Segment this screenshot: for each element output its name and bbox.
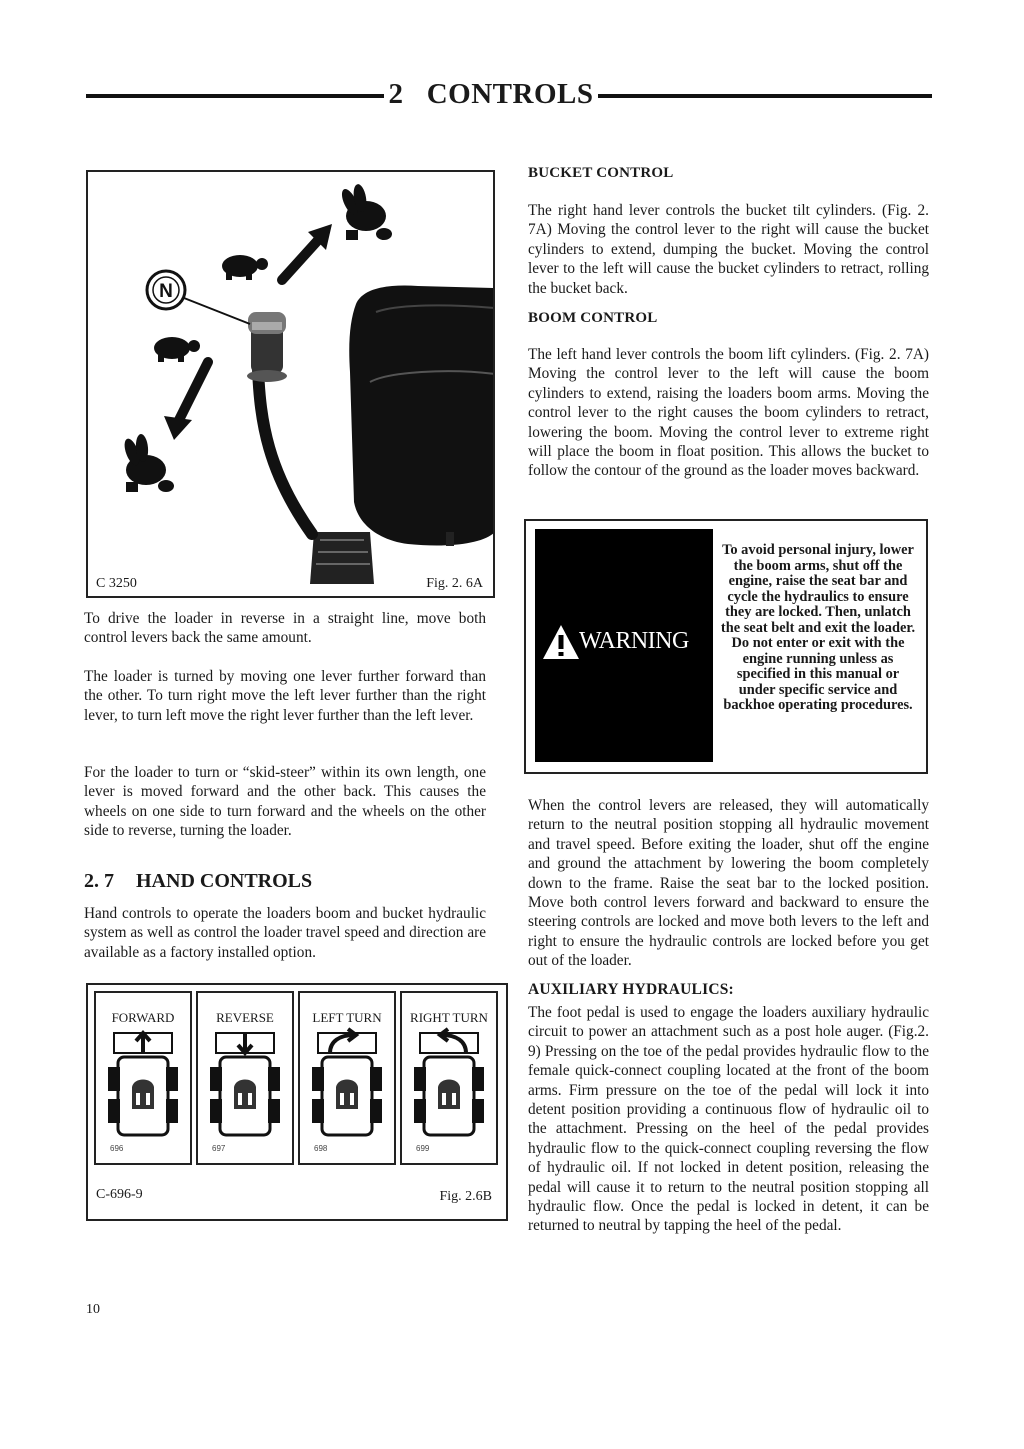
figure-b-label: Fig. 2.6B bbox=[439, 1189, 492, 1204]
bucket-control-paragraph: The right hand lever controls the bucket tilt cylinders. (Fig. 2. 7A) Moving the control lever to the right will cause the bucket cylinders to extend, dumping the bucket. Moving the control lever to the left will cause the bucket cylinders to retract, rolling the bucket back. bbox=[528, 202, 929, 297]
figure-a-label: Fig. 2. 6A bbox=[426, 576, 483, 591]
release-paragraph: When the control levers are released, they will automatically return to the neutral position stopping all hydraulic movement and travel speed. Before exiting the loader, shut off the engine and ground the attachment by lowering the boom completely down to the frame. Raise the seat bar to the locked position. Move both control levers forward and backward to ensure the steering controls are locked and move both levers to the left and right to ensure the hydraulic controls are locked before you get out of the loader. bbox=[528, 797, 929, 970]
section-title: HAND CONTROLS bbox=[136, 870, 313, 892]
loader-right-turn-icon bbox=[402, 1027, 496, 1159]
panel-reverse bbox=[196, 991, 294, 1165]
skid-steer-paragraph: For the loader to turn or “skid-steer” within its own length, one lever is moved forward and the other back. This causes the wheels on one side to turn forward and the wheels on the other side to reverse, turning the loader. bbox=[84, 764, 486, 840]
warning-box bbox=[524, 519, 928, 774]
hand-controls-paragraph: Hand controls to operate the loaders boom and bucket hydraulic system as well as control the loader travel speed and direction are available as a factory installed option. bbox=[84, 905, 486, 961]
figure-b-code: C-696-9 bbox=[96, 1187, 143, 1202]
turn-paragraph: The loader is turned by moving one lever further forward than the other. To turn right move the left lever further than the right lever, to turn left move the right lever further than the left lever. bbox=[84, 668, 486, 724]
joystick-illustration bbox=[88, 172, 495, 598]
panel-code: 699 bbox=[416, 1144, 430, 1153]
page-title: 2 CONTROLS bbox=[388, 78, 594, 110]
panel-forward bbox=[94, 991, 192, 1165]
figure-joystick-speed bbox=[86, 170, 495, 598]
warning-text: To avoid personal injury, lower the boom arms, shut off the engine, raise the seat bar and cycle the hydraulics to ensure they are locked. Then, unlatch the seat belt and exit the loader. Do not enter or exit with the engine running unless as specified in this manual or under specific service and backhoe operating procedures. bbox=[720, 542, 916, 713]
panel-code: 697 bbox=[212, 1144, 226, 1153]
bucket-control-heading: BUCKET CONTROL bbox=[528, 165, 674, 181]
auxiliary-hydraulics-paragraph: The foot pedal is used to engage the loaders auxiliary hydraulic circuit to power an attachment such as a post hole auger. (Fig.2. 9) Pressing on the toe of the pedal provides hydraulic flow to the female quick-connect coupling located at the front of the boom arms. Firm pressure on the toe of the pedal will lock it into detent position providing a continuous flow of hydraulic oil to the attachment. Pressing on the heel of the pedal provides hydraulic flow to the quick-connect coupling reversing the flow of hydraulic oil. If not locked in detent position, releasing the pedal will cause it to return to the neutral position stopping all hydraulic flow. Once the pedal is locked in detent, it can be returned to neutral by tapping the heel of the pedal. bbox=[528, 1004, 929, 1235]
panel-label: REVERSE bbox=[216, 1010, 274, 1025]
warning-triangle-icon bbox=[541, 623, 581, 663]
loader-forward-icon bbox=[96, 1027, 190, 1159]
loader-reverse-icon bbox=[198, 1027, 292, 1159]
header-rule-right bbox=[598, 94, 932, 98]
panel-left-turn bbox=[298, 991, 396, 1165]
reverse-paragraph: To drive the loader in reverse in a straight line, move both control levers back the same amount. bbox=[84, 610, 486, 647]
section-heading bbox=[84, 870, 312, 893]
panel-code: 698 bbox=[314, 1144, 328, 1153]
boom-control-heading: BOOM CONTROL bbox=[528, 310, 658, 326]
panel-label: LEFT TURN bbox=[312, 1010, 382, 1025]
neutral-label: N bbox=[159, 281, 173, 302]
page-number: 10 bbox=[86, 1302, 100, 1317]
panel-code: 696 bbox=[110, 1144, 124, 1153]
loader-left-turn-icon bbox=[300, 1027, 394, 1159]
panel-label: RIGHT TURN bbox=[410, 1010, 488, 1025]
warning-panel bbox=[535, 529, 713, 762]
warning-word: WARNING bbox=[579, 628, 689, 654]
boom-control-paragraph: The left hand lever controls the boom lift cylinders. (Fig. 2. 7A) Moving the control lever to the left will cause the boom cylinders to extend, raising the loaders boom arms. Moving the control lever to the right causes the boom cylinders to retract, lowering the boom. Moving the control lever to extreme right will place the boom in float position. This allows the bucket to follow the contour of the ground as the loader moves backward. bbox=[528, 346, 929, 480]
auxiliary-hydraulics-heading: AUXILIARY HYDRAULICS: bbox=[528, 981, 734, 998]
figure-hand-controls bbox=[86, 983, 508, 1221]
figure-a-code: C 3250 bbox=[96, 576, 137, 591]
panel-right-turn bbox=[400, 991, 498, 1165]
section-number: 2. 7 bbox=[84, 870, 114, 892]
panel-label: FORWARD bbox=[111, 1010, 175, 1025]
header-rule-left bbox=[86, 94, 384, 98]
